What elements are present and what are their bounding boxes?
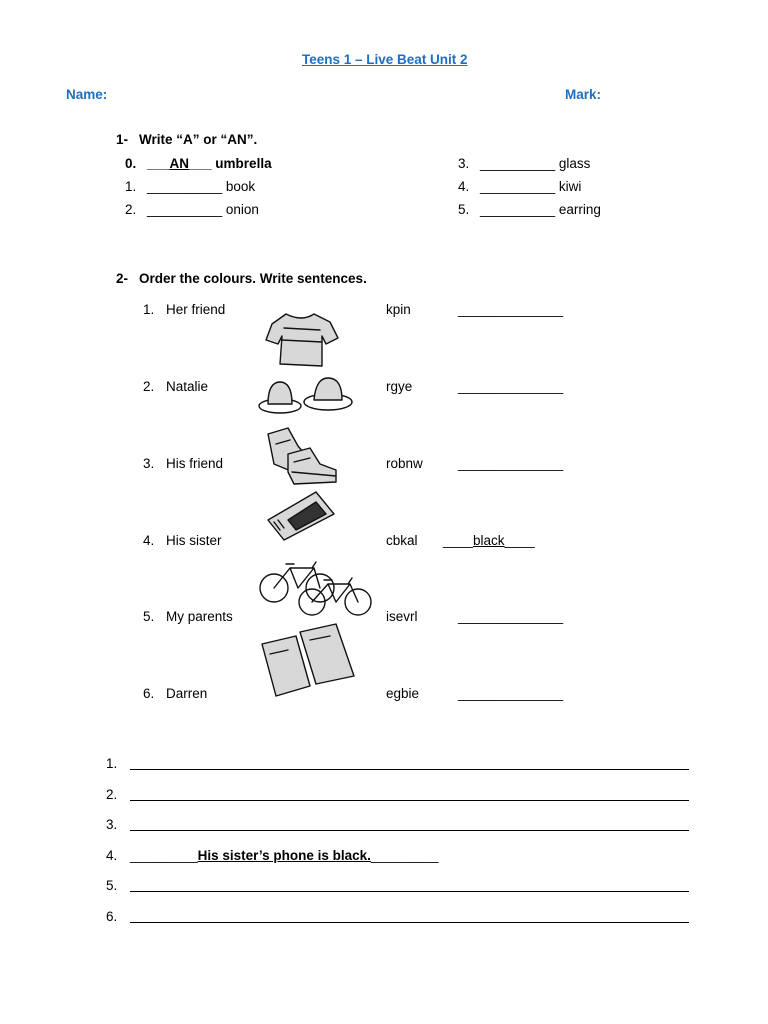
mark-label: Mark:: [565, 87, 602, 102]
answer-blank[interactable]: ____black____: [443, 533, 535, 548]
item-number: 5.: [458, 202, 470, 217]
sentence-number: 2.: [106, 787, 118, 802]
answer-blank[interactable]: ______________: [458, 379, 564, 394]
mobile-phone-icon: [266, 490, 336, 542]
row-number: 5.: [143, 609, 155, 624]
blank-item[interactable]: __________ earring: [480, 202, 601, 217]
row-number: 3.: [143, 456, 155, 471]
example-item: ___AN___ umbrella: [147, 156, 272, 171]
sentence-line[interactable]: [130, 922, 689, 923]
example-number: 0.: [125, 156, 137, 171]
sentence-number: 3.: [106, 817, 118, 832]
blank-item[interactable]: __________ book: [147, 179, 256, 194]
row-number: 2.: [143, 379, 155, 394]
row-number: 6.: [143, 686, 155, 701]
name-label: Name:: [66, 87, 108, 102]
bicycles-icon: [258, 558, 376, 618]
row-number: 1.: [143, 302, 155, 317]
row-subject: Darren: [166, 686, 208, 701]
row-subject: Natalie: [166, 379, 209, 394]
answer-blank[interactable]: ______________: [458, 686, 564, 701]
blank-item[interactable]: __________ kiwi: [480, 179, 582, 194]
section2-heading: Order the colours. Write sentences.: [139, 271, 367, 286]
row-number: 4.: [143, 533, 155, 548]
books-icon: [260, 622, 356, 698]
item-number: 3.: [458, 156, 470, 171]
scrambled-word: kpin: [386, 302, 411, 317]
sentence-number: 1.: [106, 756, 118, 771]
section1-heading: Write “A” or “AN”.: [139, 132, 258, 147]
hats-icon: [258, 376, 354, 416]
blank-item[interactable]: __________ onion: [147, 202, 259, 217]
sentence-line[interactable]: [130, 769, 689, 770]
row-subject: His sister: [166, 533, 222, 548]
blank-item[interactable]: __________ glass: [480, 156, 591, 171]
item-number: 1.: [125, 179, 137, 194]
item-number: 4.: [458, 179, 470, 194]
scrambled-word: egbie: [386, 686, 420, 701]
scrambled-word: rgye: [386, 379, 413, 394]
sentence-line[interactable]: [130, 891, 689, 892]
example-answer: AN: [169, 156, 190, 171]
page-title: Teens 1 – Live Beat Unit 2: [302, 52, 468, 67]
trainers-icon: [264, 424, 340, 488]
answer-word: black: [473, 533, 505, 548]
section2-number: 2-: [116, 271, 129, 286]
t-shirt-icon: [264, 310, 340, 368]
scrambled-word: robnw: [386, 456, 423, 471]
sentence-number: 4.: [106, 848, 118, 863]
sentence-number: 6.: [106, 909, 118, 924]
row-subject: My parents: [166, 609, 233, 624]
scrambled-word: isevrl: [386, 609, 418, 624]
answer-blank[interactable]: ______________: [458, 609, 564, 624]
answer-blank[interactable]: ______________: [458, 302, 564, 317]
section1-number: 1-: [116, 132, 129, 147]
item-number: 2.: [125, 202, 137, 217]
row-subject: Her friend: [166, 302, 226, 317]
sentence-number: 5.: [106, 878, 118, 893]
row-subject: His friend: [166, 456, 224, 471]
sentence-line[interactable]: [130, 800, 689, 801]
answer-blank[interactable]: ______________: [458, 456, 564, 471]
answer-sentence: His sister’s phone is black.: [197, 848, 371, 863]
scrambled-word: cbkal: [386, 533, 418, 548]
sentence-line[interactable]: [130, 830, 689, 831]
sentence-answer[interactable]: _________His sister’s phone is black._________: [130, 848, 439, 863]
